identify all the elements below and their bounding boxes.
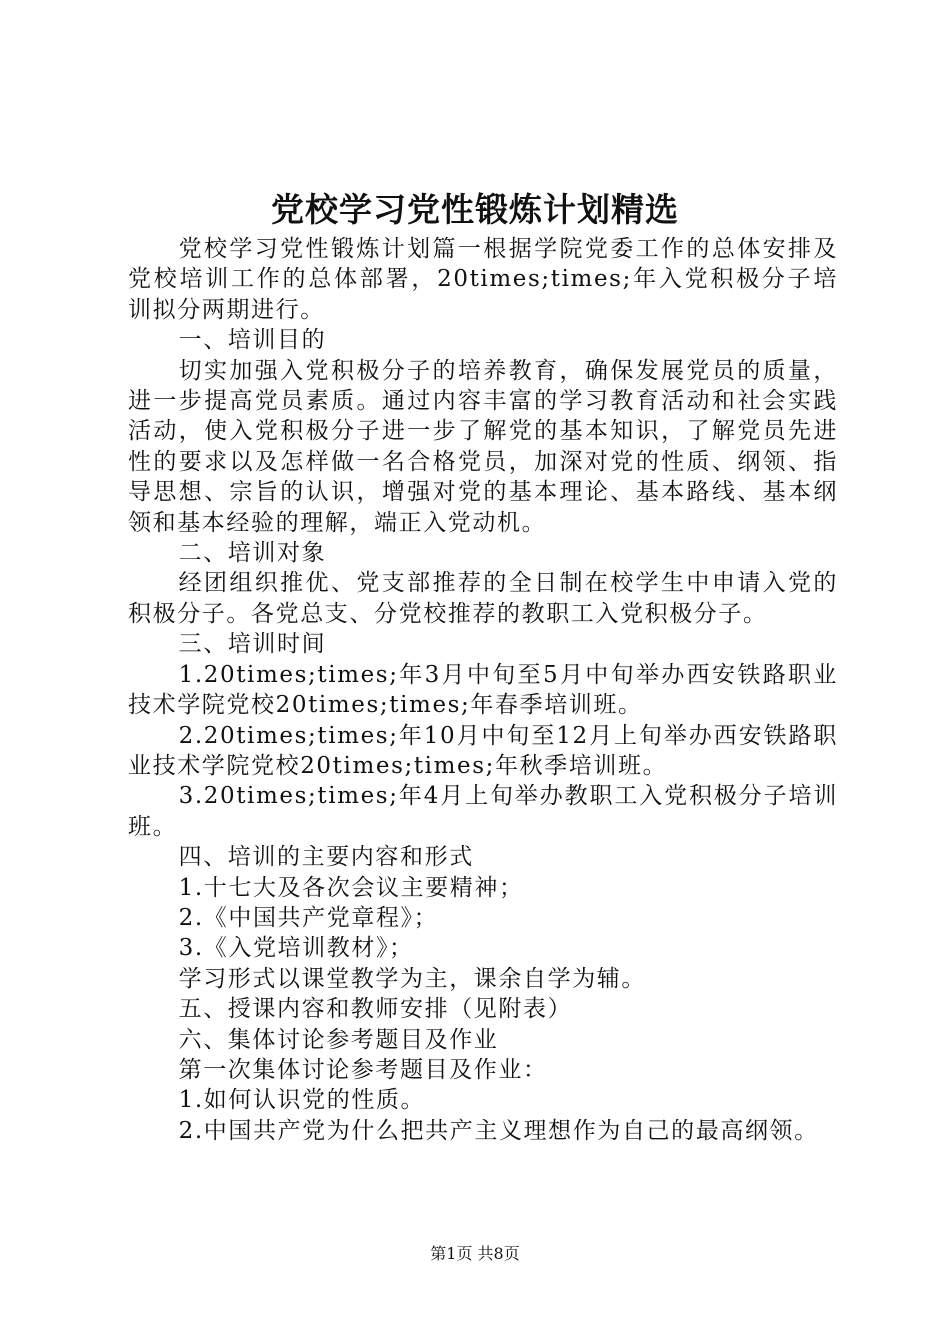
section-heading-teachers: 五、授课内容和教师安排（见附表） <box>178 996 573 1023</box>
section-heading-audience: 二、培训对象 <box>178 540 327 567</box>
paragraph-discussion-intro: 第一次集体讨论参考题目及作业： <box>178 1056 548 1083</box>
list-item-time-1: 1.20times;times;年3月中旬至5月中旬举办西安铁路职业技术学院党校20times;times;年春季培训班。 <box>128 661 838 719</box>
list-item-time-2: 2.20times;times;年10月中旬至12月上旬举办西安铁路职业技术学院党校20times;times;年秋季培训班。 <box>128 722 838 779</box>
paragraph-study-form: 学习形式以课堂教学为主，课余自学为辅。 <box>178 965 646 992</box>
section-heading-purpose: 一、培训目的 <box>178 327 327 354</box>
list-item-content-1: 1.十七大及各次会议主要精神； <box>178 874 524 901</box>
paragraph-audience: 经团组织推优、党支部推荐的全日制在校学生中申请入党的积极分子。各党总支、分党校推荐的教职工入党积极分子。 <box>128 570 838 627</box>
list-item-content-2: 2.《中国共产党章程》； <box>178 904 439 931</box>
section-heading-content: 四、培训的主要内容和形式 <box>178 844 474 871</box>
list-item-time-3: 3.20times;times;年4月上旬举办教职工入党积极分子培训班。 <box>128 783 838 840</box>
section-heading-discussion: 六、集体讨论参考题目及作业 <box>178 1026 499 1053</box>
section-heading-time: 三、培训时间 <box>178 631 327 658</box>
paragraph-purpose: 切实加强入党积极分子的培养教育，确保发展党员的质量，进一步提高党员素质。通过内容丰富的学习教育活动和社会实践活动，使入党积极分子进一步了解党的基本知识，了解党员先进性的要求以及怎样做一名合格党员，加深对党的性质、纲领、指导思想、宗旨的认识，增强对党的基本理论、基本路线、基本纲领和基本经验的理解，端正入党动机。 <box>128 357 838 536</box>
list-item-discussion-1: 1.如何认识党的性质。 <box>178 1087 426 1114</box>
page-footer: 第1页 共8页 <box>430 1244 520 1263</box>
document-title: 党校学习党性锻炼计划精选 <box>271 190 679 229</box>
list-item-content-3: 3.《入党培训教材》； <box>178 935 414 962</box>
list-item-discussion-2: 2.中国共产党为什么把共产主义理想作为自己的最高纲领。 <box>178 1117 819 1144</box>
paragraph-intro: 党校学习党性锻炼计划篇一根据学院党委工作的总体安排及党校培训工作的总体部署，20times;times;年入党积极分子培训拟分两期进行。 <box>128 236 838 323</box>
document-body <box>128 234 838 1146</box>
